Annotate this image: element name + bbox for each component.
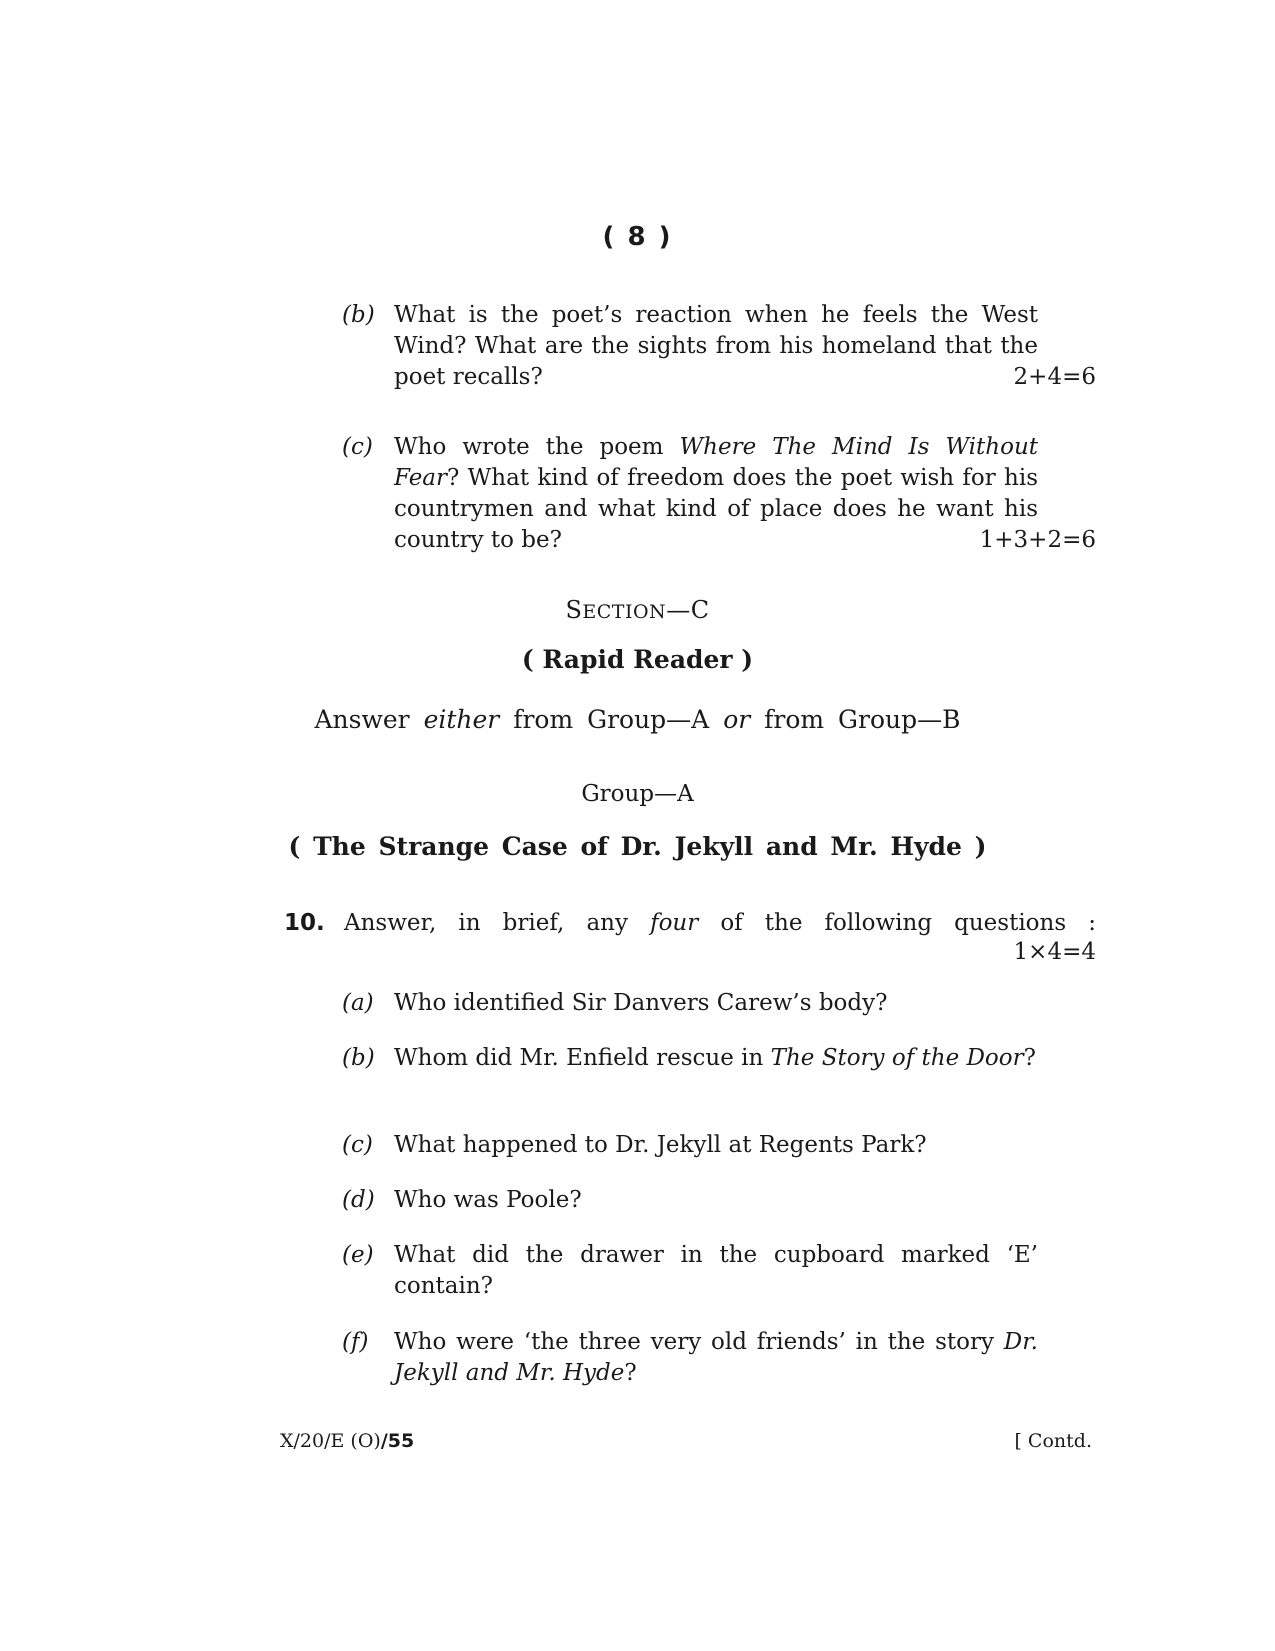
- subquestion-text: [394, 1327, 1038, 1389]
- subquestion-text-part: Who were ‘the three very old friends’ in the story: [394, 1329, 1004, 1355]
- book-title: ( The Strange Case of Dr. Jekyll and Mr. Hyde ): [288, 832, 987, 861]
- subquestion-label: (b): [342, 1045, 375, 1071]
- subquestion-f: [342, 1327, 1038, 1389]
- question-b: [342, 300, 1096, 393]
- subquestion-text-part: Whom did Mr. Enfield rescue in: [394, 1045, 771, 1071]
- instruction: [0, 705, 1275, 734]
- instruction-either: either: [423, 705, 500, 734]
- question-text-part: of the following questions :: [698, 910, 1096, 936]
- section-subtitle: ( Rapid Reader ): [521, 645, 754, 674]
- question-text-part: Answer, in brief, any: [344, 910, 651, 936]
- question-text: [344, 908, 1096, 938]
- question-number: 10.: [284, 910, 325, 936]
- section-heading: [0, 596, 1275, 624]
- question-emphasis: four: [650, 910, 699, 936]
- paper-code-number: /55: [380, 1430, 415, 1452]
- group-heading: Group—A: [581, 781, 694, 807]
- marks: 2+4=6: [1013, 364, 1096, 390]
- page-number: ( 8 ): [602, 222, 673, 252]
- subquestion-text: Who was Poole?: [394, 1187, 582, 1213]
- subquestion-text: [394, 1043, 1038, 1074]
- question-text: What is the poet’s reaction when he feels the West Wind? What are the sights from his homeland that the poet recalls?: [394, 302, 1038, 390]
- subquestion-b: [342, 1043, 1038, 1105]
- instruction-part: from Group—B: [750, 705, 961, 734]
- subquestion-label: (c): [342, 1132, 373, 1158]
- section-letter: —C: [666, 596, 710, 624]
- question-text-part: ? What kind of freedom does the poet wish for his countrymen and what kind of place does he want his country to be?: [394, 465, 1038, 553]
- subquestion-text: Who identified Sir Danvers Carew’s body?: [394, 990, 888, 1016]
- subquestion-text-part: ?: [1023, 1045, 1036, 1071]
- story-title: The Story of the Door: [770, 1045, 1024, 1071]
- question-label: (b): [342, 302, 375, 328]
- poem-title: Where The Mind Is Without Fear: [394, 434, 1038, 491]
- subquestion-text: What did the drawer in the cupboard marked ‘E’ contain?: [394, 1242, 1038, 1299]
- question-label: (c): [342, 434, 373, 460]
- instruction-part: Answer: [314, 705, 424, 734]
- question-c: [342, 432, 1096, 556]
- story-title: Dr. Jekyll and Mr. Hyde: [394, 1329, 1038, 1386]
- subquestion-text: What happened to Dr. Jekyll at Regents Park?: [394, 1132, 927, 1158]
- subquestion-text-part: ?: [624, 1360, 637, 1386]
- question-10: [284, 908, 1096, 968]
- question-text-part: Who wrote the poem: [394, 434, 680, 460]
- subquestion-a: [342, 988, 1038, 1019]
- subquestion-d: [342, 1185, 1038, 1216]
- instruction-part: from Group—A: [499, 705, 724, 734]
- question-text: [394, 432, 1038, 556]
- section-word-rest: ECTION: [582, 601, 667, 623]
- subquestion-label: (d): [342, 1187, 375, 1213]
- subquestion-e: [342, 1240, 1038, 1302]
- subquestion-label: (e): [342, 1242, 374, 1268]
- marks: 1×4=4: [1013, 939, 1096, 965]
- marks: 1+3+2=6: [979, 527, 1096, 553]
- instruction-or: or: [723, 705, 751, 734]
- paper-code: [280, 1430, 414, 1452]
- continued-note: [ Contd.: [1014, 1430, 1092, 1452]
- paper-code-text: X/20/E (O): [280, 1430, 381, 1452]
- subquestion-c: [342, 1130, 1038, 1161]
- section-word-first: S: [565, 596, 583, 624]
- subquestion-label: (a): [342, 990, 374, 1016]
- subquestion-label: (f): [342, 1329, 369, 1355]
